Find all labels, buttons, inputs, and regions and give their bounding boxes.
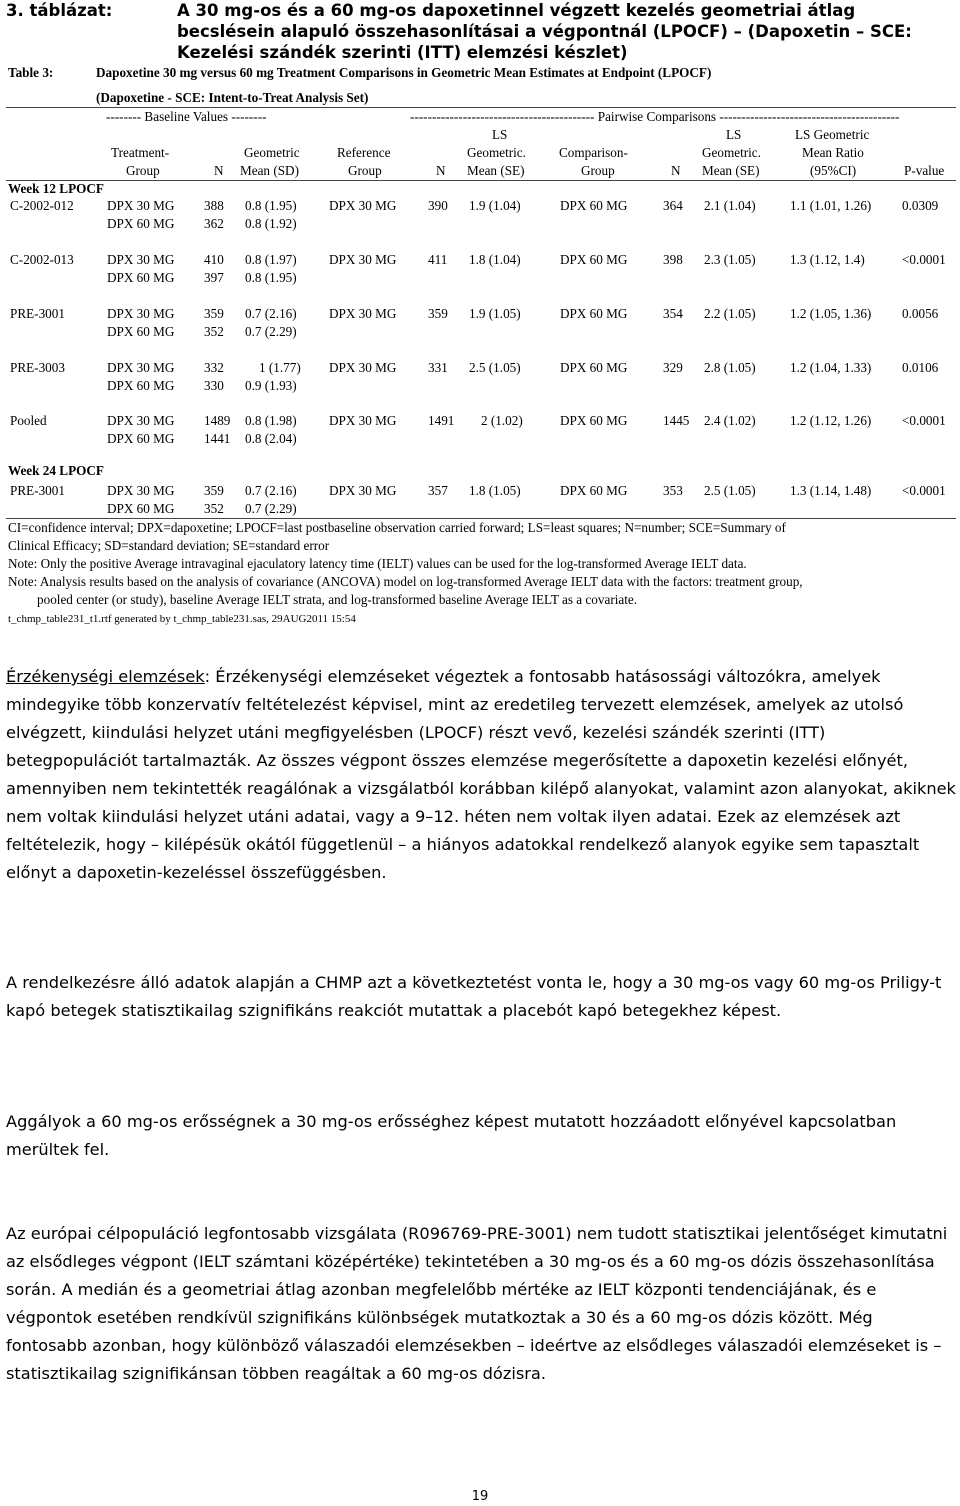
cell-geomean: 0.9 (1.93) [245, 378, 297, 393]
col-n-reference: N [436, 163, 446, 178]
cell-n: 352 [204, 501, 224, 516]
footnote-abbrev-2: Clinical Efficacy; SD=standard deviation; SE=standard error [8, 538, 330, 553]
cell-study: PRE-3003 [10, 360, 65, 375]
cell-comparison: DPX 60 MG [560, 198, 628, 213]
cell-geomean: 0.8 (1.98) [245, 413, 297, 428]
col-ratio-line2: Mean Ratio [802, 145, 864, 160]
cell-geomean: 0.7 (2.16) [245, 483, 297, 498]
cell-reference: DPX 30 MG [329, 306, 397, 321]
col-ls-ref-line3: Mean (SE) [467, 163, 525, 178]
cell-ls-reference: 1.9 (1.05) [469, 306, 521, 321]
cell-n: 332 [204, 360, 224, 375]
col-comparison-line1: Comparison- [559, 145, 628, 160]
col-ratio-line3: (95%CI) [810, 163, 857, 178]
cell-comparison: DPX 60 MG [560, 360, 628, 375]
cell-ls-comparison: 2.5 (1.05) [704, 483, 756, 498]
cell-n: 362 [204, 216, 224, 231]
cell-ls-comparison: 2.4 (1.02) [704, 413, 756, 428]
cell-ratio: 1.3 (1.12, 1.4) [790, 252, 865, 267]
cell-ratio: 1.2 (1.04, 1.33) [790, 360, 872, 375]
cell-comparison: DPX 60 MG [560, 483, 628, 498]
table-caption-subtitle: (Dapoxetine - SCE: Intent-to-Treat Analysis Set) [96, 90, 369, 105]
cell-n-comparison: 353 [663, 483, 683, 498]
cell-treatment: DPX 60 MG [107, 324, 175, 339]
cell-geomean: 0.7 (2.29) [245, 324, 297, 339]
cell-study: Pooled [10, 413, 47, 428]
cell-ratio: 1.3 (1.14, 1.48) [790, 483, 872, 498]
cell-ls-reference: 2 (1.02) [481, 413, 523, 428]
cell-treatment: DPX 60 MG [107, 216, 175, 231]
cell-ls-reference: 1.8 (1.05) [469, 483, 521, 498]
cell-n-comparison: 398 [663, 252, 683, 267]
cell-n: 388 [204, 198, 224, 213]
cell-treatment: DPX 60 MG [107, 270, 175, 285]
col-geomean-line1: Geometric [244, 145, 300, 160]
cell-n: 410 [204, 252, 224, 267]
cell-ls-comparison: 2.8 (1.05) [704, 360, 756, 375]
paragraph-sensitivity [6, 663, 956, 887]
cell-treatment: DPX 60 MG [107, 378, 175, 393]
table-rule-header [6, 180, 956, 181]
cell-geomean: 0.7 (2.29) [245, 501, 297, 516]
page-number: 19 [471, 1489, 489, 1504]
cell-ls-reference: 2.5 (1.05) [469, 360, 521, 375]
cell-study: C-2002-012 [10, 198, 74, 213]
section-week12: Week 12 LPOCF [8, 181, 104, 196]
cell-ls-comparison: 2.2 (1.05) [704, 306, 756, 321]
cell-geomean: 0.8 (1.97) [245, 252, 297, 267]
cell-reference: DPX 30 MG [329, 413, 397, 428]
cell-treatment: DPX 30 MG [107, 413, 175, 428]
footnote-note-2b: pooled center (or study), baseline Average IELT strata, and log-transformed baseline Average IELT as a covariate. [37, 592, 638, 607]
cell-study: PRE-3001 [10, 483, 65, 498]
table-number-label: 3. táblázat: [6, 1, 113, 20]
cell-p-value: 0.0056 [902, 306, 939, 321]
paragraph-text: : Érzékenységi elemzéseket végeztek a fontosabb hatásossági változókra, amelyek mindegyike több konzervatív feltételezést képvisel, mint az eredetileg tervezett elemzések, amelyek az utolsó elvégzett, kiindulási helyzet utáni megfigyelésben (LPOCF) részt vevő, kezelési szándék szerinti (ITT) betegpopulációt tartalmazták. Az összes végpont összes elemzése megerősítette a dapoxetin kezelési előnyét, amennyiben nem tekintették reagálónak a vizsgálatból korábban kilépő alanyokat, valamint azon alanyokat, akiknek nem voltak kiindulási helyzet utáni adatai, vagy a 9–12. héten nem voltak ilyen adatai. Ezek az elemzések azt feltételezik, hogy – kilépésük okától függetlenül – a hiányos adatokkal rendelkező alanyok egyike sem tapasztalt előnyt a dapoxetin-kezeléssel összefüggésben. [6, 667, 956, 882]
cell-ratio: 1.2 (1.12, 1.26) [790, 413, 872, 428]
cell-n: 1441 [204, 431, 231, 446]
cell-geomean: 1 (1.77) [259, 360, 301, 375]
cell-treatment: DPX 30 MG [107, 360, 175, 375]
footnote-abbrev-1: CI=confidence interval; DPX=dapoxetine; LPOCF=last postbaseline observation carried forward; LS=least squares; N=number; SCE=Summary of [8, 520, 786, 535]
col-ls-cmp-line3: Mean (SE) [702, 163, 760, 178]
col-reference-line2: Group [348, 163, 382, 178]
paragraph-concerns: Aggályok a 60 mg-os erősségnek a 30 mg-os erősséghez képest mutatott hozzáadott előnyével kapcsolatban merültek fel. [6, 1112, 897, 1159]
col-n-baseline: N [214, 163, 224, 178]
cell-p-value: 0.0106 [902, 360, 939, 375]
col-ls-ref-line1: LS [492, 127, 508, 142]
col-comparison-line2: Group [581, 163, 615, 178]
col-ls-cmp-line2: Geometric. [702, 145, 761, 160]
cell-p-value: 0.0309 [902, 198, 939, 213]
cell-treatment: DPX 30 MG [107, 252, 175, 267]
cell-geomean: 0.8 (1.92) [245, 216, 297, 231]
col-ls-cmp-line1: LS [726, 127, 742, 142]
cell-p-value: <0.0001 [902, 413, 946, 428]
cell-study: PRE-3001 [10, 306, 65, 321]
cell-n: 352 [204, 324, 224, 339]
cell-treatment: DPX 30 MG [107, 198, 175, 213]
cell-reference: DPX 30 MG [329, 198, 397, 213]
cell-n: 1489 [204, 413, 231, 428]
paragraph-chmp-conclusion: A rendelkezésre álló adatok alapján a CHMP azt a következtetést vonta le, hogy a 30 mg-os vagy 60 mg-os Priligy-t kapó betegek statisztikailag szignifikáns reakciót mutattak a placebót kapó betegekhez képest. [6, 973, 942, 1020]
cell-n-comparison: 354 [663, 306, 683, 321]
cell-n-comparison: 1445 [663, 413, 690, 428]
col-ratio-line1: LS Geometric [795, 127, 870, 142]
cell-n-reference: 390 [428, 198, 448, 213]
cell-ls-reference: 1.9 (1.04) [469, 198, 521, 213]
group-header-pairwise: ------------------------------------------ Pairwise Comparisons ----------------------------------------- [410, 109, 900, 124]
section-week24: Week 24 LPOCF [8, 463, 104, 478]
footnote-note-1: Note: Only the positive Average intravaginal ejaculatory latency time (IELT) values can be used for the log-transformed Average IELT data. [8, 556, 747, 571]
cell-n-reference: 1491 [428, 413, 455, 428]
cell-ratio: 1.2 (1.05, 1.36) [790, 306, 872, 321]
col-ls-ref-line2: Geometric. [467, 145, 526, 160]
cell-geomean: 0.8 (2.04) [245, 431, 297, 446]
cell-n-reference: 411 [428, 252, 448, 267]
cell-n: 330 [204, 378, 224, 393]
col-n-comparison: N [671, 163, 681, 178]
col-treatment-line1: Treatment- [111, 145, 170, 160]
table-caption-label: Table 3: [8, 65, 54, 80]
cell-ls-comparison: 2.1 (1.04) [704, 198, 756, 213]
cell-ls-comparison: 2.3 (1.05) [704, 252, 756, 267]
cell-n-reference: 359 [428, 306, 448, 321]
table-title: A 30 mg-os és a 60 mg-os dapoxetinnel végzett kezelés geometriai átlag becslésein alapuló összehasonlításai a végpontnál (LPOCF) – (Dapoxetin – SCE: Kezelési szándék szerinti (ITT) elemzési készlet) [177, 1, 912, 62]
paragraph-european-study: Az európai célpopuláció legfontosabb vizsgálata (R096769-PRE-3001) nem tudott statisztikai jelentőséget kimutatni az elsődleges végpont (IELT számtani középértéke) tekintetében a 30 mg-os és a 60 mg-os dózis összehasonlítása során. A medián és a geometriai átlag azonban megfelelőbb mértéke az IELT központi tendenciájának, és e végpontok esetében rendkívül szignifikáns különbségek mutatkoztak a 30 és a 60 mg-os dózis között. Még fontosabb azonban, hogy különböző válaszadói elemzésekben – ideértve az elsődleges válaszadói elemzéseket is – statisztikailag szignifikánsan többen reagáltak a 60 mg-os dózisra. [6, 1224, 948, 1383]
table-caption-title: Dapoxetine 30 mg versus 60 mg Treatment Comparisons in Geometric Mean Estimates at Endpoint (LPOCF) [96, 65, 712, 80]
cell-treatment: DPX 60 MG [107, 431, 175, 446]
paragraph-lead-underlined: Érzékenységi elemzések [6, 667, 205, 686]
footnote-note-2a: Note: Analysis results based on the analysis of covariance (ANCOVA) model on log-transformed Average IELT data with the factors: treatment group, [8, 574, 803, 589]
cell-comparison: DPX 60 MG [560, 413, 628, 428]
cell-n-reference: 357 [428, 483, 448, 498]
col-treatment-line2: Group [126, 163, 160, 178]
scanned-table [6, 64, 956, 624]
cell-n-comparison: 329 [663, 360, 683, 375]
cell-geomean: 0.8 (1.95) [245, 270, 297, 285]
cell-p-value: <0.0001 [902, 483, 946, 498]
cell-comparison: DPX 60 MG [560, 252, 628, 267]
col-p-value: P-value [904, 163, 945, 178]
cell-geomean: 0.8 (1.95) [245, 198, 297, 213]
col-geomean-line2: Mean (SD) [240, 163, 299, 178]
cell-ls-reference: 1.8 (1.04) [469, 252, 521, 267]
cell-p-value: <0.0001 [902, 252, 946, 267]
cell-reference: DPX 30 MG [329, 360, 397, 375]
cell-n: 359 [204, 483, 224, 498]
cell-n-reference: 331 [428, 360, 448, 375]
cell-geomean: 0.7 (2.16) [245, 306, 297, 321]
cell-treatment: DPX 60 MG [107, 501, 175, 516]
cell-comparison: DPX 60 MG [560, 306, 628, 321]
cell-n-comparison: 364 [663, 198, 683, 213]
cell-n: 359 [204, 306, 224, 321]
cell-reference: DPX 30 MG [329, 483, 397, 498]
cell-n: 397 [204, 270, 224, 285]
footnote-generated: t_chmp_table231_t1.rtf generated by t_chmp_table231.sas, 29AUG2011 15:54 [8, 613, 356, 625]
cell-treatment: DPX 30 MG [107, 306, 175, 321]
cell-treatment: DPX 30 MG [107, 483, 175, 498]
group-header-baseline: -------- Baseline Values -------- [106, 109, 267, 124]
cell-ratio: 1.1 (1.01, 1.26) [790, 198, 872, 213]
cell-study: C-2002-013 [10, 252, 74, 267]
cell-reference: DPX 30 MG [329, 252, 397, 267]
col-reference-line1: Reference [337, 145, 391, 160]
